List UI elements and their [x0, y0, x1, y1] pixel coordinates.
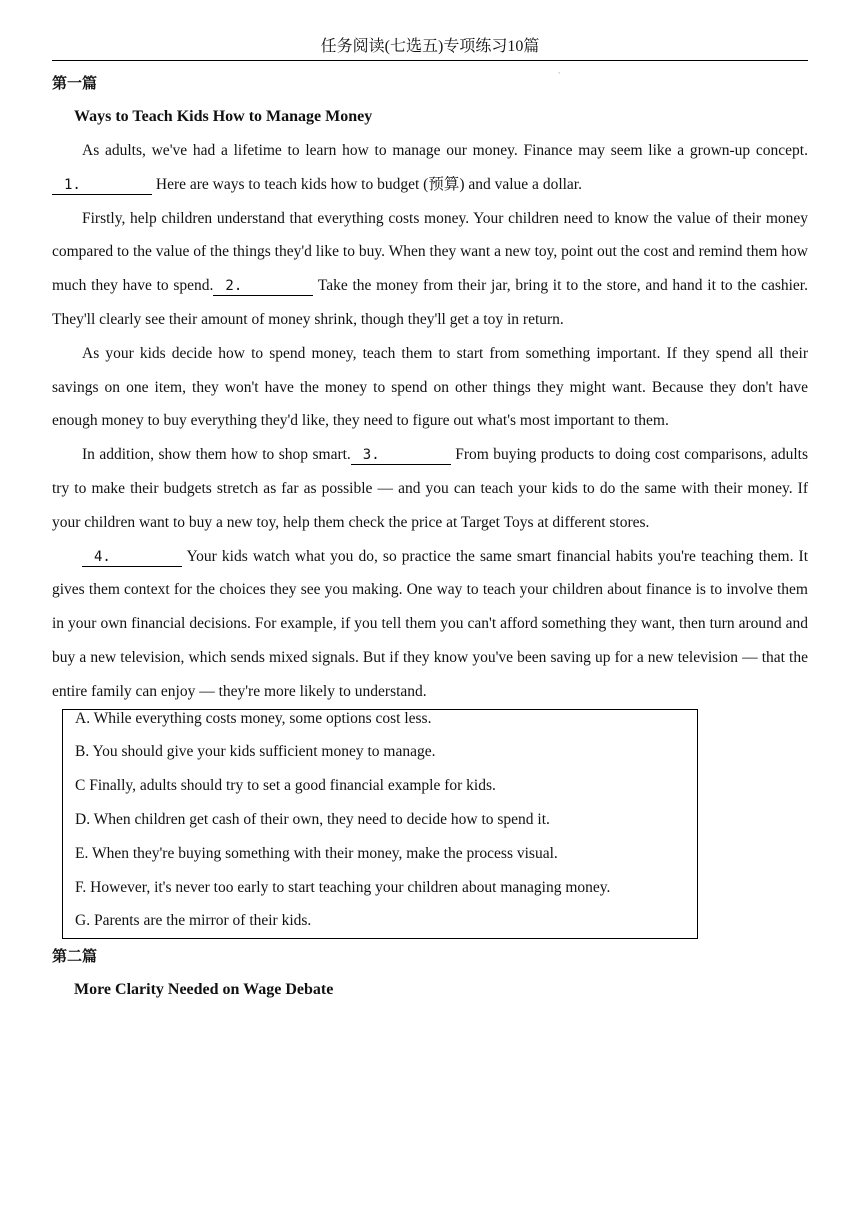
option-e: E. When they're buying something with their money, make the process visual.: [75, 844, 558, 862]
article-1-title: Ways to Teach Kids How to Manage Money: [74, 108, 373, 125]
paragraph-1-text-b: Here are ways to teach kids how to budget (预算) and value a dollar.: [152, 175, 582, 193]
paragraph-2-text-a: Firstly, help children understand that everything costs money. Your children need to know the value of their money compared to the value of the things they'd like to buy. When they want a new toy, point out the cost and remind them how much they have to spend.: [52, 209, 808, 295]
paragraph-4-text-a: In addition, show them how to shop smart.: [82, 446, 351, 464]
page-header-title: 任务阅读(七选五)专项练习10篇: [320, 38, 540, 55]
document-body: [52, 66, 808, 1007]
paragraph-1-text-a: As adults, we've had a lifetime to learn how to manage our money. Finance may seem like a grown-up concept.: [82, 142, 808, 159]
paragraph-3: As your kids decide how to spend money, teach them to start from something important. If they spend all their savings on one item, they won't have the money to spend on other things they might want. Because they don't have enough money to buy everything they'd like, they need to figure out what's most important to them.: [52, 344, 808, 430]
option-c: C Finally, adults should try to set a good financial example for kids.: [75, 777, 496, 795]
option-f: F. However, it's never too early to start teaching your children about managing money.: [75, 878, 611, 896]
options-box: [62, 709, 698, 940]
option-g: G. Parents are the mirror of their kids.: [75, 912, 312, 930]
section-1-label: 第一篇: [52, 74, 98, 92]
blank-4[interactable]: 4.: [82, 548, 182, 567]
blank-3[interactable]: 3.: [351, 446, 451, 465]
page-header: [52, 34, 808, 61]
blank-1[interactable]: 1.: [52, 176, 152, 195]
paragraph-5: [52, 540, 808, 709]
paragraph-5-text-b: Your kids watch what you do, so practice the same smart financial habits you're teaching them. It gives them context for the choices they see you making. One way to teach your children about finance is to involve them in your own financial decisions. For example, if you tell them you can't afford something they want, then turn around and buy a new television, which sends mixed signals. But if they know you've been saving up for a new television — that the entire family can enjoy — they're more likely to understand.: [52, 547, 808, 700]
paragraph-2: [52, 202, 808, 337]
section-2-label: 第二篇: [52, 947, 98, 966]
option-a: A. While everything costs money, some options cost less.: [75, 709, 432, 727]
option-b: B. You should give your kids sufficient money to manage.: [75, 743, 436, 761]
stray-mark: 、: [558, 69, 565, 75]
paragraph-4: [52, 438, 808, 539]
article-2-title: More Clarity Needed on Wage Debate: [74, 981, 334, 999]
blank-2[interactable]: 2.: [213, 277, 313, 296]
option-d: D. When children get cash of their own, they need to decide how to spend it.: [75, 810, 550, 828]
paragraph-4-text-b: From buying products to doing cost comparisons, adults try to make their budgets stretch as far as possible — and you can teach your kids to do the same with their money. If your children want to buy a new toy, help them check the price at Target Toys at different stores.: [52, 446, 808, 531]
paragraph-1: [52, 134, 808, 202]
paragraph-2-text-b: Take the money from their jar, bring it to the store, and hand it to the cashier. They'll clearly see their amount of money shrink, though they'll get a toy in return.: [52, 277, 808, 328]
